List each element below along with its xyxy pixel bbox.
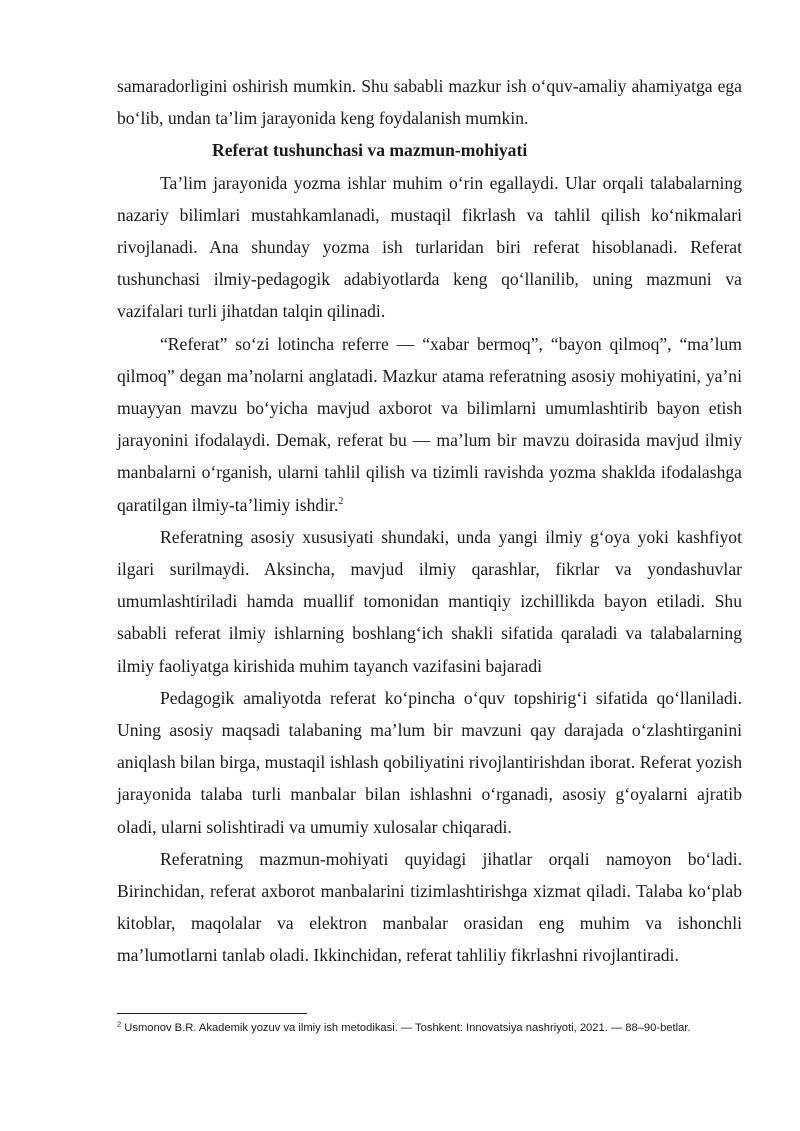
section-heading: Referat tushunchasi va mazmun-mohiyati bbox=[212, 140, 528, 161]
paragraph-2 bbox=[117, 328, 742, 521]
footnote-separator bbox=[117, 1013, 307, 1014]
paragraph-4: Pedagogik amaliyotda referat ko‘pincha o‘quv topshirig‘i sifatida qo‘llaniladi. Uning asosiy maqsadi talabaning ma’lum bir mavzuni qay darajada o‘zlashtirganini aniqlash bilan birga, mustaqil ishlash qobiliyatini rivojlantirishdan iborat. Referat yozish jarayonida talaba turli manbalar bilan ishlashni o‘rganadi, asosiy g‘oyalarni ajratib oladi, ularni solishtiradi va umumiy xulosalar chiqaradi. bbox=[117, 687, 742, 837]
footnote-number: 2 bbox=[117, 1019, 122, 1029]
paragraph-1: Ta’lim jarayonida yozma ishlar muhim o‘rin egallaydi. Ular orqali talabalarning nazariy bilimlari mustahkamlanadi, mustaqil fikrlash va tahlil qilish ko‘nikmalari rivojlanadi. Ana shunday yozma ish turlaridan biri referat hisoblanadi. Referat tushunchasi ilmiy-pedagogik adabiyotlarda keng qo‘llanilib, uning mazmuni va vazifalari turli jihatdan talqin qilinadi. bbox=[117, 172, 742, 322]
paragraph-5: Referatning mazmun-mohiyati quyidagi jihatlar orqali namoyon bo‘ladi. Birinchidan, referat axborot manbalarini tizimlashtirishga xizmat qiladi. Talaba ko‘plab kitoblar, maqolalar va elektron manbalar orasidan eng muhim va ishonchli ma’lumotlarni tanlab oladi. Ikkinchidan, referat tahliliy fikrlashni rivojlantiradi. bbox=[117, 848, 742, 966]
paragraph-2-text: “Referat” so‘zi lotincha referre — “xabar bermoq”, “bayon qilmoq”, “ma’lum qilmoq” degan ma’nolarni anglatadi. Mazkur atama referatning asosiy mohiyatini, ya’ni muayyan mavzu bo‘yicha mavjud axborot va bilimlarni umumlashtirib bayon etish jarayonini ifodalaydi. Demak, referat bu — ma’lum bir mavzu doirasida mavjud ilmiy manbalarni o‘rganish, ularni tahlil qilish va tizimli ravishda yozma shaklda ifodalashga qaratilgan ilmiy-ta’limiy ishdir. bbox=[117, 333, 742, 515]
footnote-reference[interactable]: 2 bbox=[338, 495, 344, 507]
footnote bbox=[117, 1019, 727, 1037]
paragraph-intro-continuation: samaradorligini oshirish mumkin. Shu sababli mazkur ish o‘quv-amaliy ahamiyatga ega bo‘lib, undan ta’lim jarayonida keng foydalanish mumkin. bbox=[117, 76, 742, 129]
paragraph-3: Referatning asosiy xususiyati shundaki, unda yangi ilmiy g‘oya yoki kashfiyot ilgari surilmaydi. Aksincha, mavjud ilmiy qarashlar, fikrlar va yondashuvlar umumlashtiriladi hamda muallif tomonidan mantiqiy izchillikda bayon etiladi. Shu sababli referat ilmiy ishlarning boshlang‘ich shakli sifatida qaraladi va talabalarning ilmiy faoliyatga kirishida muhim tayanch vazifasini bajaradi bbox=[117, 526, 742, 676]
footnote-text: Usmonov B.R. Akademik yozuv va ilmiy ish metodikasi. — Toshkent: Innovatsiya nashriyoti, 2021. — 88–90-betlar. bbox=[121, 1022, 691, 1034]
body-text bbox=[117, 70, 742, 972]
